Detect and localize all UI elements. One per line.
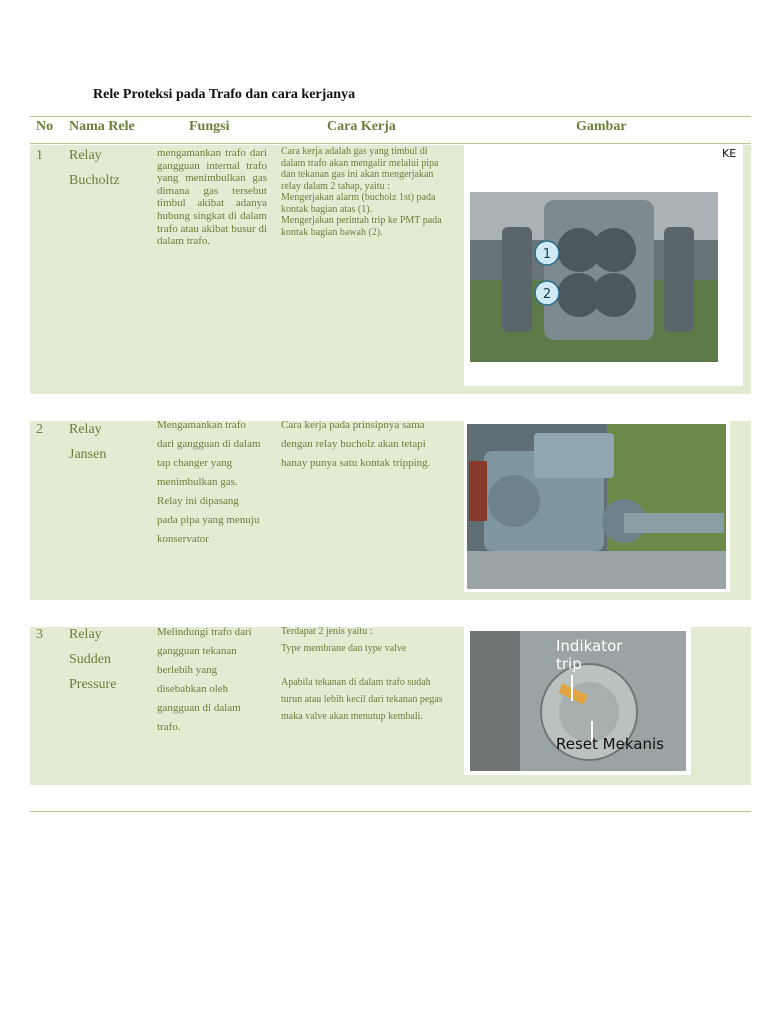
header-bottom-rule — [30, 143, 751, 144]
jansen-image — [464, 421, 730, 592]
page-title: Rele Proteksi pada Trafo dan cara kerjanya — [93, 87, 356, 102]
marker-1: 1 — [542, 247, 552, 262]
row-number: 3 — [36, 627, 43, 642]
row-number: 1 — [36, 148, 43, 163]
cara-kerja-text: Terdapat 2 jenis yaitu : Type membrane dan type valve Apabila tekanan di dalam trafo sudah turun atau lebih kecil dari tekanan pegas maka valve akan menutup kembali. — [281, 626, 443, 722]
relay-name: Relay Jansen — [69, 422, 107, 462]
bucholtz-image — [464, 145, 743, 386]
table-bottom-rule — [30, 811, 751, 812]
sudden-pressure-relay-illustration — [464, 627, 691, 775]
jansen-relay-illustration — [464, 421, 730, 592]
label-indikator: Indikator — [556, 637, 623, 655]
cara-kerja-text: Cara kerja pada prinsipnya sama dengan relay bucholz akan tetapi hanay punya satu kontak tripping. — [281, 419, 431, 469]
header-fungsi: Fungsi — [189, 119, 230, 134]
fungsi-text: Mengamankan trafo dari gangguan di dalam tap changer yang menimbulkan gas. Relay ini dipasang pada pipa yang menuju konservator — [157, 419, 261, 545]
relay-name: Relay Sudden Pressure — [69, 627, 117, 692]
fungsi-text: mengamankan trafo dari gangguan internal trafo yang menimbulkan gas dimana gas tersebut timbul akibat adanya hubung singkat di dalam trafo atau akibat busur di dalam trafo. — [157, 147, 267, 248]
header-gambar: Gambar — [576, 119, 627, 134]
fungsi-text: Melindungi trafo dari gangguan tekanan berlebih yang disebabkan oleh gangguan di dalam trafo. — [157, 626, 252, 733]
table-top-rule — [30, 116, 751, 117]
row-number: 2 — [36, 422, 43, 437]
bucholtz-relay-illustration — [464, 145, 743, 386]
relay-name: Relay Bucholtz — [69, 148, 120, 188]
label-reset-mekanis: Reset Mekanis — [556, 735, 664, 753]
label-trip: trip — [556, 655, 582, 673]
marker-2: 2 — [542, 287, 552, 302]
cara-kerja-text: Cara kerja adalah gas yang timbul di dalam trafo akan mengalir melalui pipa dan tekanan gas ini akan mengerjakan relay dalam 2 tahap, yaitu : Mengerjakan alarm (bucholz 1st) pada kontak bagian atas (1). Mengerjakan perintah trip ke PMT pada kontak bagian bawah (2). — [281, 146, 442, 238]
corner-label: KE — [722, 147, 737, 160]
header-nama: Nama Rele — [69, 119, 135, 134]
sudden-pressure-image — [464, 627, 691, 775]
header-no: No — [36, 119, 54, 134]
header-cara: Cara Kerja — [327, 119, 396, 134]
